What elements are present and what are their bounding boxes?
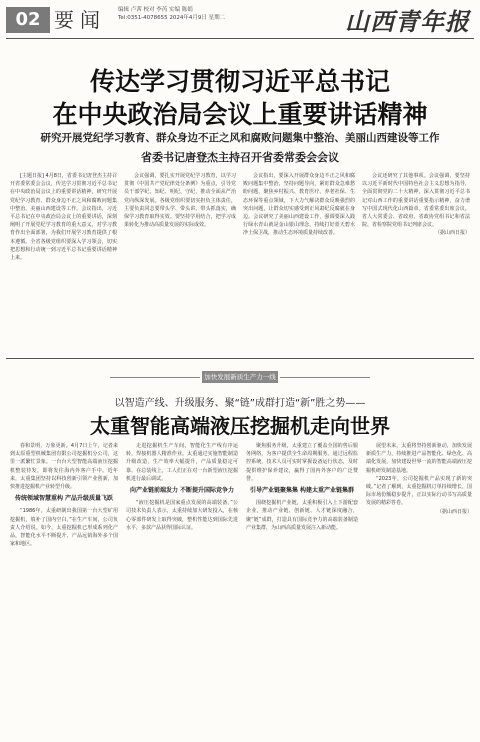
column-kicker: 加快发展新质生产力一线行 [202, 371, 278, 383]
kicker-rule-left [110, 377, 200, 378]
top-story-column-1 [10, 172, 117, 350]
article-paragraph: 聚焦服务升级，太重建立了覆盖全国的售后服务网络，为客户提供全生命周期服务。通过远程监控系统，技术人员可实时掌握设备运行状态，及时提供维护保养建议，赢得了国内外客户的广泛赞誉。 [246, 443, 358, 482]
masthead-meta [118, 6, 225, 22]
top-story-column-3 [243, 172, 355, 350]
article-paragraph: [主题日报] 4月8日，省委书记唐登杰主持召开省委常委会会议，传达学习贯彻习近平总书记在中央政治局会议上的重要讲话精神，研究开展党纪学习教育、群众身边不正之风和腐败问题集中整治、美丽山西建设等工作。会议指出，习近平总书记在中央政治局会议上的重要讲话，深刻阐明了开展党纪学习教育的重大意义，对学习教育作出全面部署，为我们开展学习教育提供了根本遵循。全省各级党组织要深入学习领会，切实把思想和行动统一到习近平总书记重要讲话精神上来。 [10, 173, 117, 262]
feature-column-1 [10, 442, 118, 736]
feature-headline: 太重智能高端液压挖掘机走向世界 [90, 414, 390, 438]
article-source: （据山西日报） [436, 508, 472, 515]
feature-column-3 [246, 442, 358, 736]
article-paragraph: “1986年，太重研制出我国第一台大型矿用挖掘机，填补了国内空白。”在生产车间，公司负责人介绍说。如今，太重挖掘机已形成系列化产品，智能化水平不断提升，产品远销海外多个国家和地区。 [10, 508, 118, 548]
top-story-column-2 [124, 172, 236, 350]
subheadline: 研究开展党纪学习教育、群众身边不正之风和腐败问题集中整治、美丽山西建设等工作 [40, 132, 440, 144]
section-subhead: 向产业链前端发力 不断提升国际竞争力 [129, 487, 235, 495]
article-paragraph: 展望未来，太重将坚持创新驱动，加快发展新质生产力，持续推进产品智能化、绿色化、高端化发展，加快建设世界一流的智能高端液压挖掘机研发制造基地。 [366, 443, 472, 474]
top-story-column-4 [362, 172, 470, 350]
article-paragraph: 会议指出，要深入开展群众身边不正之风和腐败问题集中整治，坚持问题导向，紧盯群众急难愁盼问题，聚焦乡村振兴、教育医疗、养老社保、生态环保等重点领域，下大力气解决群众反映强烈的突出问题，让群众切实感受到正风肃纪反腐就在身边。会议研究了美丽山西建设工作，强调要深入践行绿水青山就是金山银山理念，持续打好蓝天碧水净土保卫战，推动生态环境质量持续改善。 [243, 173, 355, 237]
newspaper-logo: 山西青年报 [345, 7, 470, 36]
headline-line2: 在中央政治局会议上重要讲话精神 [52, 100, 428, 129]
section-divider [6, 358, 474, 359]
editor-line: 编辑 卢茜 校对 李芮 实编 陈娟 [118, 7, 193, 13]
article-paragraph: 春和景明，万象更新。4月7日上午，记者来到太原重型机械集团有限公司挖掘机分公司，这里一派繁忙景象。一台台大型智能高端液压挖掘机整装待发，即将发往海内外客户手中。近年来，太重集团坚持以科技创新引领产业创新，加快推进挖掘机产业转型升级。 [10, 443, 118, 491]
feature-deck: 以智造产线、升级服务、聚“链”成群打造“新”胜之势—— [114, 398, 366, 409]
deck-line: 省委书记唐登杰主持召开省委常委会会议 [141, 151, 339, 164]
page-number: 02 [6, 7, 50, 33]
headline-line1: 传达学习贯彻习近平总书记 [89, 67, 390, 96]
article-paragraph: 会议强调，要扎实开展党纪学习教育，以学习贯彻《中国共产党纪律处分条例》为重点，引导党员干部学纪、知纪、明纪、守纪，推动全面从严治党向纵深发展。各级党组织要切实担负主体责任，主要负责同志要带头学、带头讲、带头抓落实，确保学习教育取得实效。要坚持学用结合，把学习成果转化为推动高质量发展的实际成效。 [124, 173, 236, 229]
article-paragraph: “2023年，公司挖掘机产品实现了新的突破。”记者了解到，太重挖掘机订单持续增长，国际市场份额稳步提升，正以实际行动书写高质量发展的精彩答卷。 [366, 475, 472, 507]
feature-column-2 [126, 442, 238, 736]
article-paragraph: “液压挖掘机是国家重点发展的高端装备。”公司技术负责人表示，太重持续加大研发投入，在核心零部件研发上取得突破，整机性能达到国际先进水平，多款产品获得国际认证。 [126, 500, 238, 531]
page-header [0, 0, 480, 40]
section-subhead: 传统领域智慧重构 产品升级质量飞跃 [14, 495, 114, 503]
section-name: 要闻 [54, 8, 106, 32]
article-paragraph: 走进挖掘机生产车间，智能化生产线有序运转，焊接机器人精准作业。太重通过实施智能制造升级改造，生产效率大幅提升，产品质量稳定可靠。在总装线上，工人们正在对一台新型液压挖掘机进行最后调试。 [126, 443, 238, 482]
article-paragraph: 会议还研究了其他事项。会议强调，要坚持以习近平新时代中国特色社会主义思想为指导，全面贯彻党的二十大精神，深入贯彻习近平总书记对山西工作的重要讲话重要指示精神，奋力谱写中国式现代化山西篇章。省委常委出席会议，省人大常委会、省政府、省政协党组书记和省法院、省检察院党组书记列席会议。 [362, 173, 470, 229]
feature-column-4 [366, 442, 472, 736]
article-source: （据山西日报） [434, 230, 470, 237]
article-paragraph: 围绕挖掘机产业链，太重积极引入上下游配套企业，推动产业链、创新链、人才链深度融合，聚“链”成群，打造具有国际竞争力的高端装备制造产业集群，为山西高质量发展注入新动能。 [246, 500, 358, 531]
kicker-rule-right [280, 377, 370, 378]
date-line: Tel:0351-4078655 2024年4月9日 星期二 [118, 15, 226, 21]
section-subhead: 引导产业链聚集集 构建太重产业链集群 [249, 487, 355, 495]
header-rule [6, 38, 474, 39]
